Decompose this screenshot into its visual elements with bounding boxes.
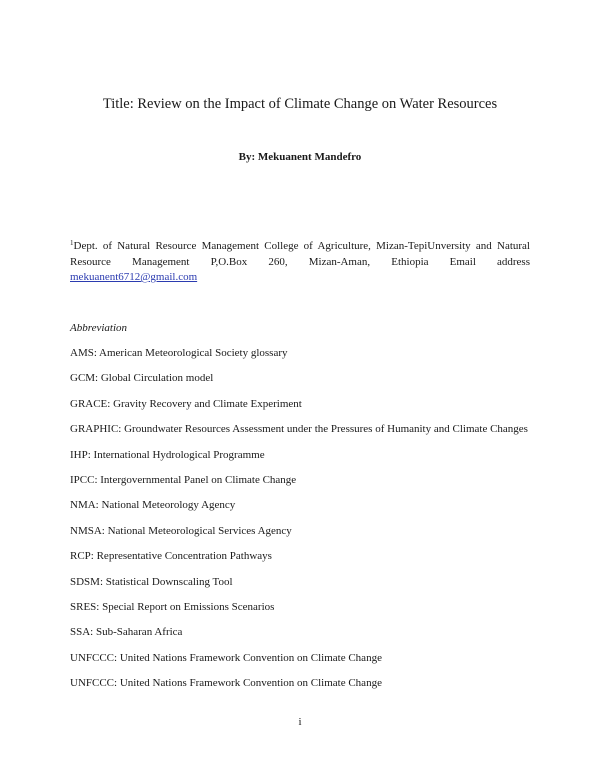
abbreviation-item: IHP: International Hydrological Programme	[70, 448, 265, 461]
page-number: i	[298, 716, 302, 728]
author-affiliation	[70, 239, 530, 286]
abbreviation-item: UNFCCC: United Nations Framework Convention on Climate Change	[70, 651, 382, 664]
abbreviation-item: NMA: National Meteorology Agency	[70, 499, 236, 512]
abbreviation-list	[70, 347, 530, 702]
abbreviation-heading: Abbreviation	[70, 322, 128, 334]
abbreviation-item: NMSA: National Meteorological Services Agency	[70, 524, 292, 537]
abbreviation-item: UNFCCC: United Nations Framework Convention on Climate Change	[70, 677, 382, 690]
author-byline: By: Mekuanent Mandefro	[238, 151, 362, 163]
abbreviation-item: GRAPHIC: Groundwater Resources Assessment under the Pressures of Humanity and Climate Changes	[70, 423, 528, 436]
paper-title: Title: Review on the Impact of Climate Change on Water Resources	[102, 96, 498, 112]
abbreviation-item: SDSM: Statistical Downscaling Tool	[70, 575, 233, 588]
email-link[interactable]: mekuanent6712@gmail.com	[70, 271, 198, 283]
abbreviation-item: AMS: American Meteorological Society glossary	[70, 347, 288, 359]
abbreviation-item: GRACE: Gravity Recovery and Climate Experiment	[70, 397, 302, 410]
abbreviation-item: SSA: Sub-Saharan Africa	[70, 626, 183, 639]
abbreviation-item: SRES: Special Report on Emissions Scenarios	[70, 600, 275, 613]
abbreviation-item: RCP: Representative Concentration Pathways	[70, 550, 272, 563]
affiliation-text: Dept. of Natural Resource Management College of Agriculture, Mizan-TepiUnversity and Natural Resource Management P,O.Box 260, Mizan-Aman, Ethiopia Email address	[70, 240, 530, 268]
abbreviation-item: IPCC: Intergovernmental Panel on Climate Change	[70, 473, 297, 486]
affiliation-marker: 1	[70, 239, 74, 247]
abbreviation-item: GCM: Global Circulation model	[70, 372, 214, 385]
